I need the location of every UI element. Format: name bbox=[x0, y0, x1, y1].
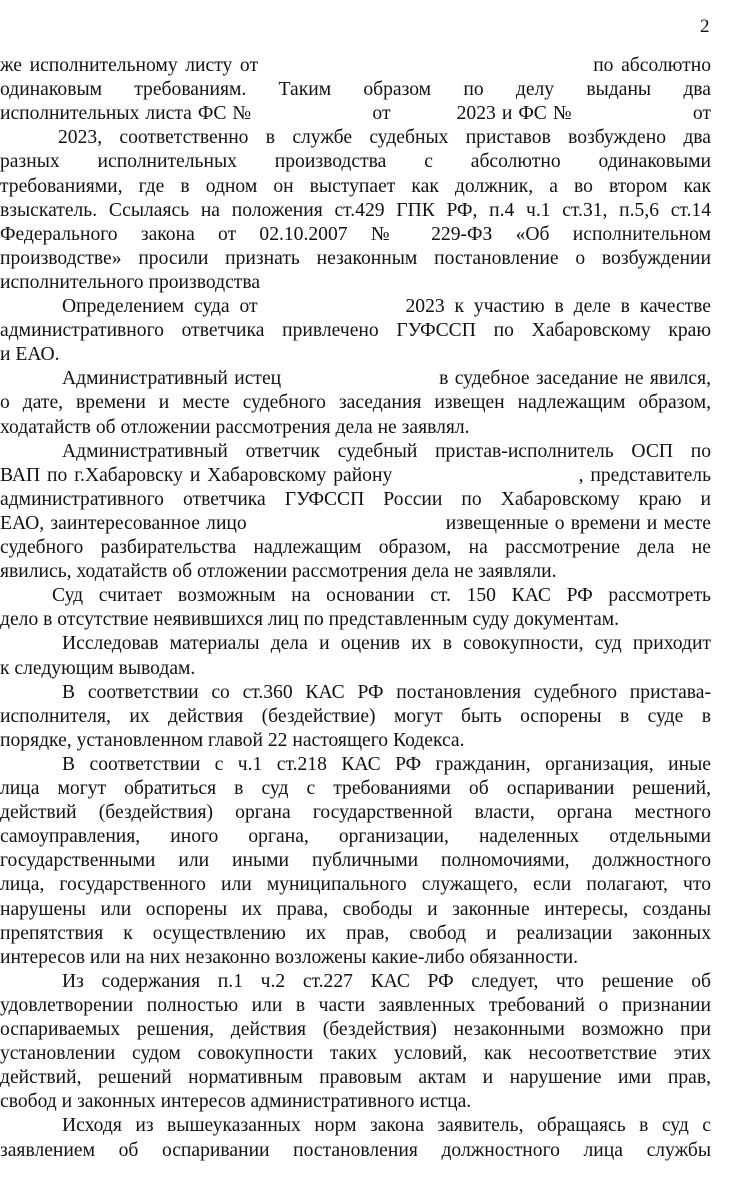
text-line: ходатайств об отложении рассмотрения дела не заявлял. bbox=[0, 416, 470, 438]
text-line: исполнительного производства bbox=[0, 271, 261, 293]
text-line: заявлением об оспаривании постановления должностного лица службы bbox=[0, 1139, 711, 1161]
text-line: Исходя из вышеуказанных норм закона заявитель, обращаясь в суд с bbox=[62, 1115, 711, 1137]
text-line: административного ответчика ГУФССП России по Хабаровскому краю и bbox=[0, 488, 711, 510]
text-line: взыскатель. Ссылаясь на положения ст.429 ГПК РФ, п.4 ч.1 ст.31, п.5,6 ст.14 bbox=[0, 199, 711, 221]
text-line: дело в отсутствие неявившихся лиц по представленным суду документам. bbox=[0, 609, 620, 631]
text-line: о дате, времени и месте судебного заседания извещен надлежащим образом, bbox=[0, 392, 711, 414]
text-line: 2023, соответственно в службе судебных приставов возбуждено два bbox=[58, 127, 711, 149]
text-line: установлении судом совокупности таких условий, как несоответствие этих bbox=[0, 1043, 711, 1065]
text-line: государственными или иными публичными полномочиями, должностного bbox=[0, 850, 711, 872]
text-line: В соответствии с ч.1 ст.218 КАС РФ гражданин, организация, иные bbox=[62, 753, 711, 775]
text-line: препятствия к осуществлению их прав, свобод и реализации законных bbox=[0, 922, 711, 944]
text-line: судебного разбирательства надлежащим образом, на рассмотрение дела не bbox=[0, 537, 711, 558]
text-line: действий (бездействия) органа государственной власти, органа местного bbox=[0, 802, 711, 824]
text-line: оспариваемых решения, действия (бездействия) незаконными возможно при bbox=[0, 1019, 711, 1040]
text-line: разных исполнительных производства с абсолютно одинаковыми bbox=[0, 151, 711, 173]
text-line: и ЕАО. bbox=[0, 344, 60, 366]
text-line: производстве» просили признать незаконным постановление о возбуждении bbox=[0, 247, 711, 269]
text-line: ЕАО, заинтересованное лицо извещенные о времени и месте bbox=[0, 512, 711, 534]
text-line: Административный ответчик судебный пристав-исполнитель ОСП по bbox=[62, 440, 711, 462]
text-line: Суд считает возможным на основании ст. 150 КАС РФ рассмотреть bbox=[52, 585, 711, 607]
text-line: Административный истец в судебное заседание не явился, bbox=[62, 368, 711, 390]
text-line: В соответствии со ст.360 КАС РФ постановления судебного пристава- bbox=[62, 681, 711, 703]
text-line: самоуправления, иного органа, организации, наделенных отдельными bbox=[0, 826, 711, 848]
text-line: нарушены или оспорены их права, свободы и законные интересы, созданы bbox=[0, 898, 711, 920]
text-line: действий, решений нормативным правовым актам и нарушение ими прав, bbox=[0, 1067, 711, 1089]
text-line: лица, государственного или муниципального служащего, если полагают, что bbox=[0, 874, 711, 896]
text-line: интересов или на них незаконно возложены какие-либо обязанности. bbox=[0, 946, 579, 968]
text-line: свобод и законных интересов административного истца. bbox=[0, 1091, 472, 1113]
page-number: 2 bbox=[700, 16, 710, 37]
text-line: административного ответчика привлечено ГУФССП по Хабаровскому краю bbox=[0, 320, 711, 342]
text-line: исполнительных листа ФС № от 2023 и ФС № от bbox=[0, 103, 711, 125]
text-line: лица могут обратиться в суд с требованиями об оспаривании решений, bbox=[0, 778, 711, 799]
text-line: явились, ходатайств об отложении рассмотрения дела не заявляли. bbox=[0, 561, 557, 583]
text-line: к следующим выводам. bbox=[0, 657, 196, 679]
text-line: Определением суда от 2023 к участию в деле в качестве bbox=[62, 296, 711, 317]
text-line: Исследовав материалы дела и оценив их в совокупности, суд приходит bbox=[62, 633, 711, 655]
text-line: Из содержания п.1 ч.2 ст.227 КАС РФ следует, что решение об bbox=[62, 970, 711, 992]
text-line: ВАП по г.Хабаровску и Хабаровскому району , представитель bbox=[0, 464, 711, 486]
text-line: требованиями, где в одном он выступает как должник, а во втором как bbox=[0, 175, 711, 197]
text-line: Федерального закона от 02.10.2007 № 229-ФЗ «Об исполнительном bbox=[0, 223, 711, 245]
text-line: исполнителя, их действия (бездействие) могут быть оспорены в суде в bbox=[0, 705, 711, 727]
text-line: же исполнительному листу от по абсолютно bbox=[0, 55, 711, 76]
text-line: одинаковым требованиям. Таким образом по делу выданы два bbox=[0, 79, 711, 101]
text-line: удовлетворении полностью или в части заявленных требований о признании bbox=[0, 994, 711, 1016]
text-line: порядке, установленном главой 22 настоящего Кодекса. bbox=[0, 729, 465, 751]
